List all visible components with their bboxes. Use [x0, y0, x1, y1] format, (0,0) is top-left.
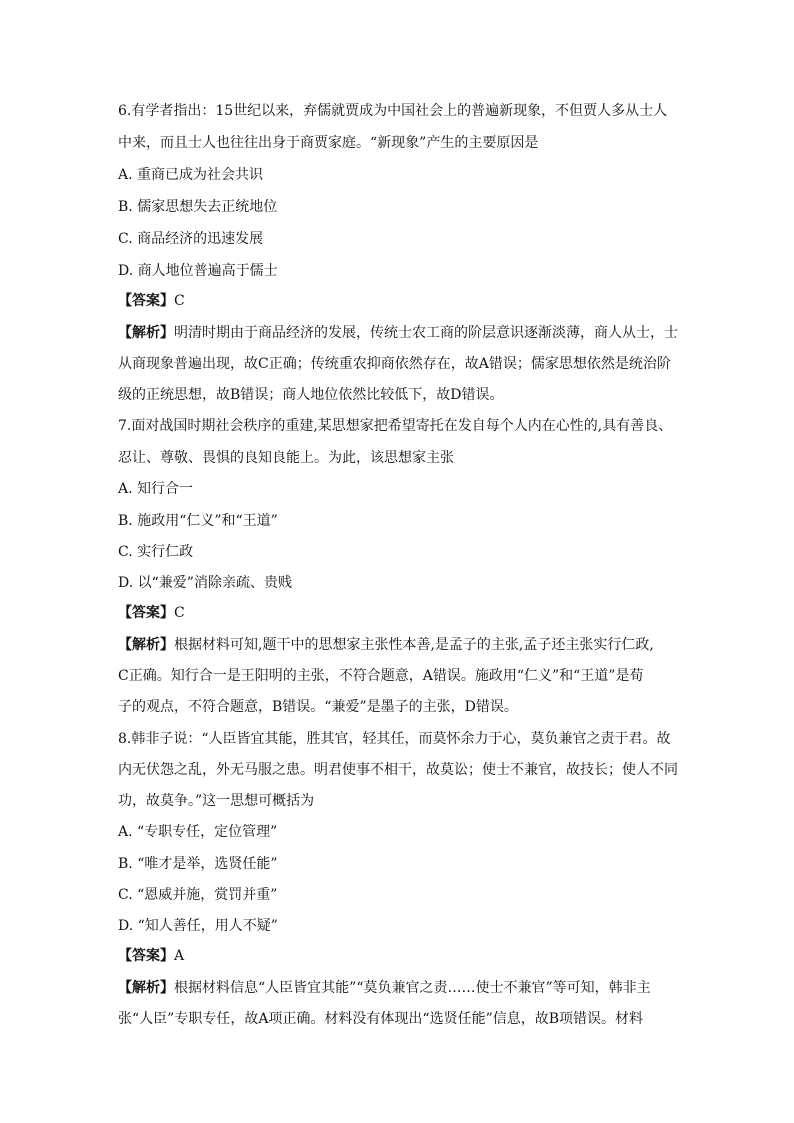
- analysis-text: 根据材料可知,题干中的思想家主张性本善,是孟子的主张,孟子还主张实行仁政,: [174, 637, 654, 653]
- q8-option-d: D. “知人善任，用人不疑”: [118, 918, 278, 934]
- q6-analysis-line-1: [118, 323, 678, 343]
- analysis-text: 根据材料信息“人臣皆宜其能”“莫负兼官之责……使士不兼官”等可知，韩非主: [174, 980, 651, 996]
- q6-option-a: A. 重商已成为社会共识: [118, 167, 264, 183]
- q8-analysis-line-1: [118, 978, 678, 998]
- answer-label: 【答案】: [118, 948, 174, 964]
- q8-option-c: C. “恩威并施，赏罚并重”: [118, 887, 278, 903]
- q8-option-b: B. “唯才是举，选贤任能”: [118, 856, 278, 872]
- q8-answer: [118, 946, 678, 966]
- q6-stem-line-1: 6.有学者指出：15世纪以来，弃儒就贾成为中国社会上的普遍新现象，不但贾人多从士人: [118, 103, 668, 119]
- q6-analysis-line-2: 从商现象普遍出现，故C正确；传统重农抑商依然存在，故A错误；儒家思想依然是统治阶: [118, 356, 671, 372]
- q7-analysis-line-2: C正确。知行合一是王阳明的主张，不符合题意，A错误。施政用“仁义”和“王道”是荀: [118, 668, 644, 684]
- q6-option-c: C. 商品经济的迅速发展: [118, 231, 264, 247]
- analysis-label: 【解析】: [118, 325, 174, 341]
- q6-option-d: D. 商人地位普遍高于儒士: [118, 263, 278, 279]
- q7-option-b: B. 施政用“仁义”和“王道”: [118, 513, 278, 529]
- q7-option-d: D. 以“兼爱”消除亲疏、贵贱: [118, 575, 292, 591]
- q7-answer: [118, 603, 678, 623]
- answer-value: A: [174, 948, 185, 964]
- q7-stem-line-1: 7.面对战国时期社会秩序的重建,某思想家把希望寄托在发自每个人内在心性的,具有善良、: [118, 418, 673, 434]
- q7-analysis-line-1: [118, 635, 678, 655]
- answer-label: 【答案】: [118, 293, 174, 309]
- q6-option-b: B. 儒家思想失去正统地位: [118, 199, 278, 215]
- q8-option-a: A. “专职专任，定位管理”: [118, 824, 278, 840]
- q8-stem-line-3: 功，故莫争。”这一思想可概括为: [118, 793, 315, 809]
- q7-option-c: C. 实行仁政: [118, 544, 194, 560]
- q8-stem-line-1: 8.韩非子说：“人臣皆宜其能，胜其官，轻其任，而莫怀余力于心，莫负兼官之责于君。故: [118, 731, 671, 747]
- analysis-label: 【解析】: [118, 980, 174, 996]
- q6-answer: [118, 291, 678, 311]
- q7-option-a: A. 知行合一: [118, 481, 194, 497]
- q8-stem-line-2: 内无伏怨之乱，外无马服之患。明君使事不相干，故莫讼；使士不兼官，故技长；使人不同: [118, 762, 678, 778]
- q7-stem-line-2: 忍让、尊敬、畏惧的良知良能上。为此，该思想家主张: [118, 450, 454, 466]
- answer-value: C: [174, 293, 185, 309]
- q7-analysis-line-3: 子的观点，不符合题意，B错误。“兼爱”是墨子的主张，D错误。: [118, 699, 518, 715]
- q8-analysis-line-2: 张“人臣”专职专任，故A项正确。材料没有体现出“选贤任能”信息，故B项错误。材料: [118, 1011, 644, 1027]
- q6-analysis-line-3: 级的正统思想，故B错误；商人地位依然比较低下，故D错误。: [118, 387, 504, 403]
- answer-label: 【答案】: [118, 605, 174, 621]
- analysis-label: 【解析】: [118, 637, 174, 653]
- q6-stem-line-2: 中来，而且士人也往往出身于商贾家庭。“新现象”产生的主要原因是: [118, 135, 539, 151]
- analysis-text: 明清时期由于商品经济的发展，传统士农工商的阶层意识逐渐淡薄，商人从士，士: [174, 325, 678, 341]
- answer-value: C: [174, 605, 185, 621]
